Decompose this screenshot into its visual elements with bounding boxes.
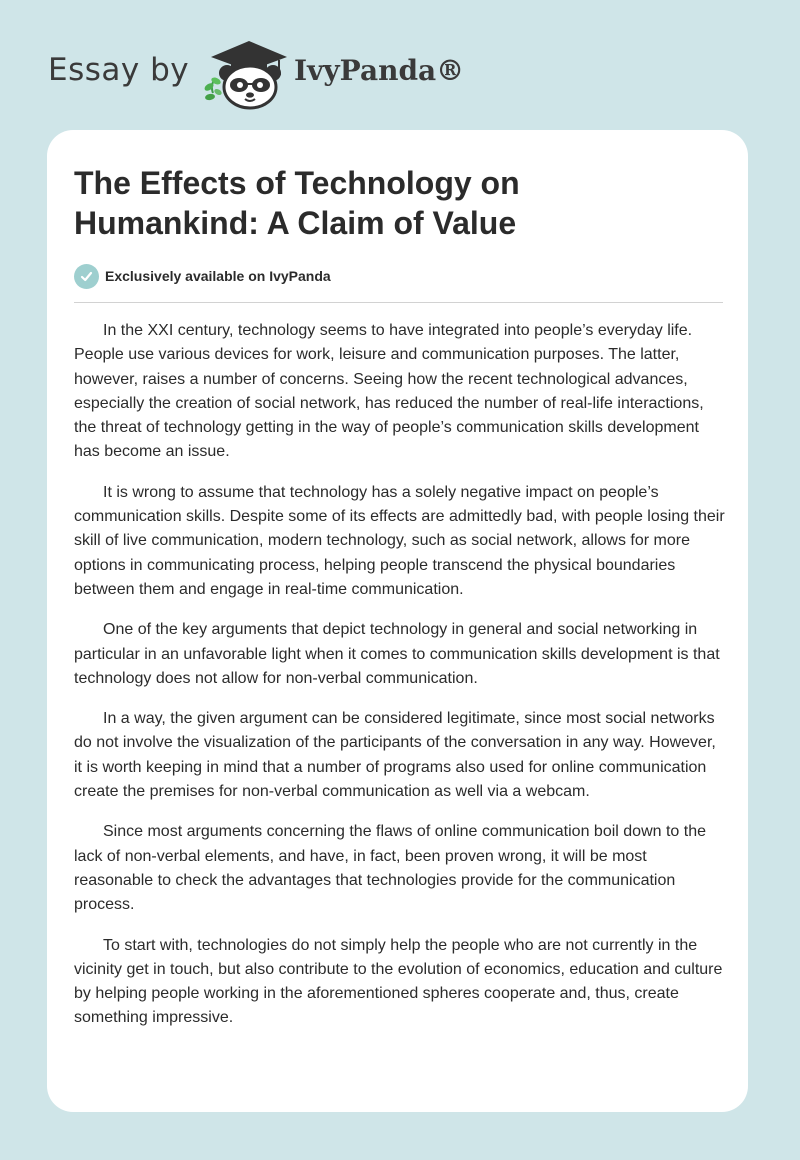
- essay-by-label: Essay by: [48, 52, 190, 88]
- paragraph: In a way, the given argument can be considered legitimate, since most social networks do not involve the visualization of the participants of the conversation in any way. However, it is worth keeping in mind that a number of programs also used for online communication create the premises for non-verbal communication as well via a webcam.: [74, 710, 716, 801]
- paragraph: Since most arguments concerning the flaws of online communication boil down to the lack of non-verbal elements, and have, in fact, been proven wrong, it will be most reasonable to check the advantages that technologies provide for the communication process.: [74, 823, 706, 914]
- paragraph: It is wrong to assume that technology has a solely negative impact on people’s communication skills. Despite some of its effects are admittedly bad, with people losing their skill of live communication, modern technology, such as social network, allows for more options in communicating process, helping people transcend the physical boundaries between them and engage in real-time communication.: [74, 483, 725, 598]
- exclusive-badge: [74, 263, 331, 289]
- leaf-icon: [203, 76, 223, 101]
- paragraph: One of the key arguments that depict technology in general and social networking in particular in an unfavorable light when it comes to communication skills development is that technology does not allow for non-verbal communication.: [74, 621, 720, 687]
- site-header: [48, 30, 548, 110]
- essay-body: [74, 319, 726, 1047]
- brand-name[interactable]: IvyPanda®: [294, 54, 465, 87]
- badge-label: Exclusively available on IvyPanda: [105, 268, 331, 284]
- divider: [74, 302, 723, 303]
- check-icon: [74, 264, 99, 289]
- paragraph: In the XXI century, technology seems to have integrated into people’s everyday life. People use various devices for work, leisure and communication purposes. The latter, however, raises a number of concerns. Seeing how the recent technological advances, especially the creation of social network, has reduced the number of real-life interactions, the threat of technology getting in the way of people’s communication skills development has become an issue.: [74, 322, 704, 461]
- essay-title: The Effects of Technology on Humankind: A Claim of Value: [74, 165, 520, 241]
- paragraph: To start with, technologies do not simply help the people who are not currently in the vicinity get in touch, but also contribute to the evolution of economics, education and culture by helping people working in the aforementioned spheres cooperate and, thus, create something impressive.: [74, 936, 723, 1027]
- panda-graduate-icon[interactable]: [201, 35, 291, 111]
- essay-card: [47, 130, 748, 1112]
